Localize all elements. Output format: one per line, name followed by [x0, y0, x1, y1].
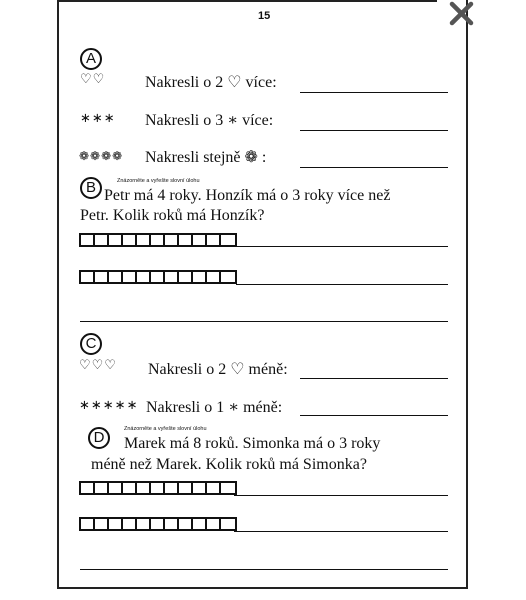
task-draw-same-flowers: Nakresli stejně ❁ :: [145, 149, 267, 166]
answer-line[interactable]: [236, 284, 448, 285]
section-a-marker: A: [80, 48, 102, 70]
section-c-marker: C: [80, 333, 102, 355]
answer-line[interactable]: [300, 378, 448, 379]
answer-line[interactable]: [234, 495, 448, 496]
hearts-symbols: ♡♡♡: [79, 358, 117, 373]
task-draw-3-stars-more: Nakresli o 3 ∗ více:: [145, 112, 274, 129]
problem-b-line1: Petr má 4 roky. Honzík má o 3 roky více než: [104, 187, 391, 204]
word-problem-note: Znázorněte a vyřešte slovní úlohu: [117, 178, 200, 184]
answer-boxes[interactable]: [79, 233, 237, 247]
stars-symbols: ∗∗∗: [80, 111, 116, 126]
answer-line[interactable]: [236, 246, 448, 247]
task-draw-1-star-less: Nakresli o 1 ∗ méně:: [146, 399, 283, 416]
answer-boxes[interactable]: [79, 517, 237, 531]
close-icon[interactable]: [447, 0, 475, 28]
hearts-symbols: ♡♡: [80, 72, 106, 87]
answer-line[interactable]: [300, 92, 448, 93]
problem-d-line1: Marek má 8 roků. Simonka má o 3 roky: [124, 435, 381, 452]
task-draw-2-hearts-less: Nakresli o 2 ♡ méně:: [148, 361, 288, 378]
stars-symbols: ∗∗∗∗∗: [79, 398, 139, 413]
answer-line[interactable]: [300, 415, 448, 416]
problem-d-line2: méně než Marek. Kolik roků má Simonka?: [91, 456, 367, 473]
flowers-symbols: ❁❁❁❁: [79, 149, 124, 163]
problem-b-line2: Petr. Kolik roků má Honzík?: [80, 207, 265, 224]
answer-boxes[interactable]: [79, 270, 237, 284]
word-problem-note: Znázorněte a vyřešte slovní úlohu: [124, 426, 207, 432]
section-d-marker: D: [88, 427, 110, 449]
answer-boxes[interactable]: [79, 481, 237, 495]
page-number: 15: [258, 10, 271, 22]
answer-line[interactable]: [300, 130, 448, 131]
answer-line[interactable]: [300, 167, 448, 168]
answer-line[interactable]: [80, 321, 448, 322]
section-b-marker: B: [80, 177, 102, 199]
page-top-border: [57, 0, 437, 2]
answer-line[interactable]: [80, 569, 448, 570]
task-draw-2-hearts-more: Nakresli o 2 ♡ více:: [145, 74, 277, 91]
answer-line[interactable]: [234, 531, 448, 532]
